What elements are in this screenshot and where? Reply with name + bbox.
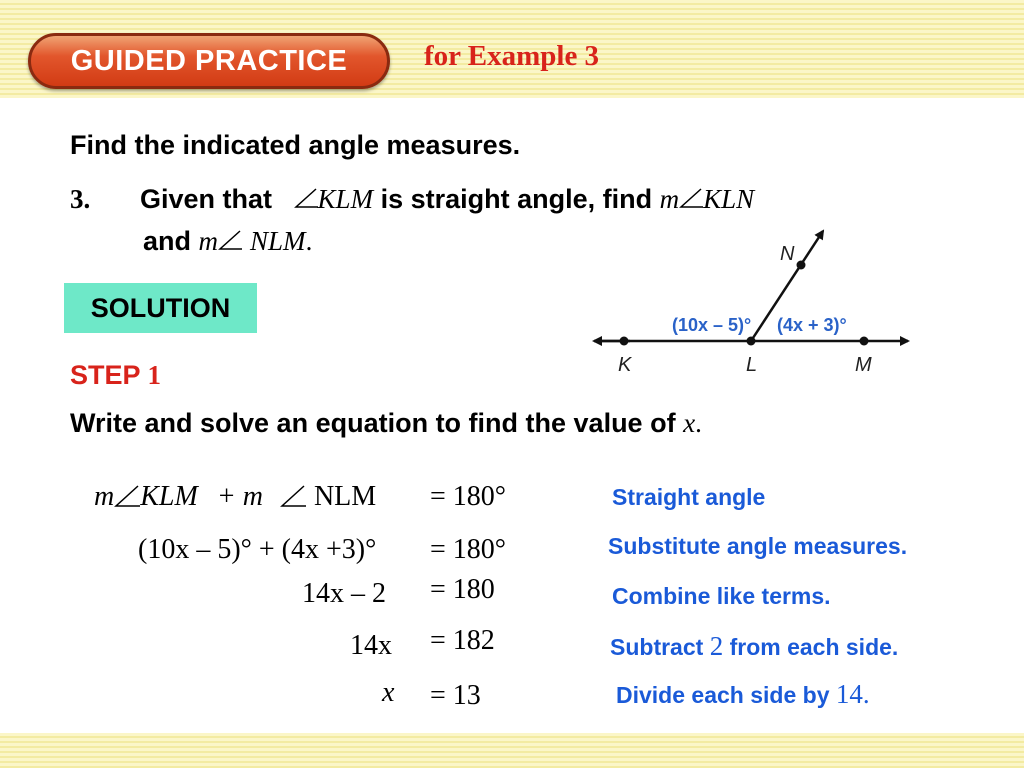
page-heading: Find the indicated angle measures. [70, 130, 521, 160]
equation-row-4-rhs: = 182 [430, 625, 495, 656]
footer-stripe [0, 733, 1024, 768]
question-mid-text: is straight angle, find [380, 184, 653, 214]
angle-diagram [590, 225, 920, 385]
point-k [620, 337, 629, 346]
note-row-5 [616, 679, 870, 710]
question-line-2 [143, 226, 312, 257]
instruction-var: x [683, 408, 696, 438]
angle-icon [218, 229, 250, 251]
note-row-1: Straight angle [612, 484, 766, 510]
note-row-3: Combine like terms. [612, 583, 831, 609]
angle-klm: KLM [317, 184, 374, 214]
instruction [70, 408, 702, 439]
label-k: K [618, 354, 632, 376]
equation-row-4-lhs: 14x [350, 630, 392, 661]
question-line-1 [140, 184, 754, 215]
note-row-5-pre: Divide each side by [616, 682, 830, 708]
equation-row-1-lhs [94, 481, 376, 513]
step-word: STEP [70, 360, 141, 390]
eq-plus-m: + m [216, 481, 263, 512]
equation-row-2-rhs: = 180° [430, 534, 506, 565]
instruction-text: Write and solve an equation to find the value of [70, 408, 676, 438]
solution-box [64, 283, 257, 333]
note-row-4-num: 2 [709, 631, 724, 661]
angle-kln: KLN [703, 184, 755, 214]
angle-icon [280, 484, 314, 506]
note-row-5-num: 14. [835, 679, 870, 709]
angle-icon [679, 187, 703, 209]
guided-practice-label: GUIDED PRACTICE [70, 44, 348, 77]
measure-m: m [198, 226, 219, 256]
label-m: M [855, 354, 872, 376]
instruction-period: . [695, 408, 702, 438]
equation-row-5-rhs: = 13 [430, 680, 481, 711]
note-row-4 [610, 631, 898, 662]
label-angle-left: (10x – 5)° [672, 315, 752, 335]
note-row-4-post: from each side. [729, 634, 899, 660]
point-n [797, 261, 806, 270]
equation-row-2-lhs: (10x – 5)° + (4x +3)° [138, 534, 377, 565]
eq-angle-klm: KLM [140, 481, 198, 512]
question-period: . [305, 226, 313, 256]
equation-row-5-lhs: x [382, 677, 395, 708]
equation-row-1-rhs: = 180° [430, 481, 506, 512]
solution-label: SOLUTION [90, 292, 231, 323]
angle-nlm: NLM [250, 226, 306, 256]
equation-row-3-rhs: = 180 [430, 574, 495, 605]
label-n: N [780, 243, 795, 265]
measure-m: m [659, 184, 680, 214]
point-l [747, 337, 756, 346]
measure-m: m [94, 481, 115, 512]
angle-icon [114, 484, 140, 506]
step-label [70, 360, 161, 391]
question-number: 3. [70, 184, 91, 214]
equation-row-3-lhs: 14x – 2 [302, 578, 386, 609]
label-angle-right: (4x + 3)° [777, 315, 847, 335]
eq-angle-nlm: NLM [313, 481, 377, 512]
angle-icon [294, 187, 318, 209]
question-given-text: Given that [140, 184, 273, 214]
question-and-text: and [143, 226, 192, 256]
label-l: L [746, 354, 758, 376]
point-m [860, 337, 869, 346]
guided-practice-badge [28, 33, 390, 89]
example-reference: for Example 3 [424, 40, 600, 72]
note-row-2: Substitute angle measures. [608, 533, 908, 559]
note-row-4-pre: Subtract [610, 634, 704, 660]
step-number: 1 [147, 360, 162, 390]
